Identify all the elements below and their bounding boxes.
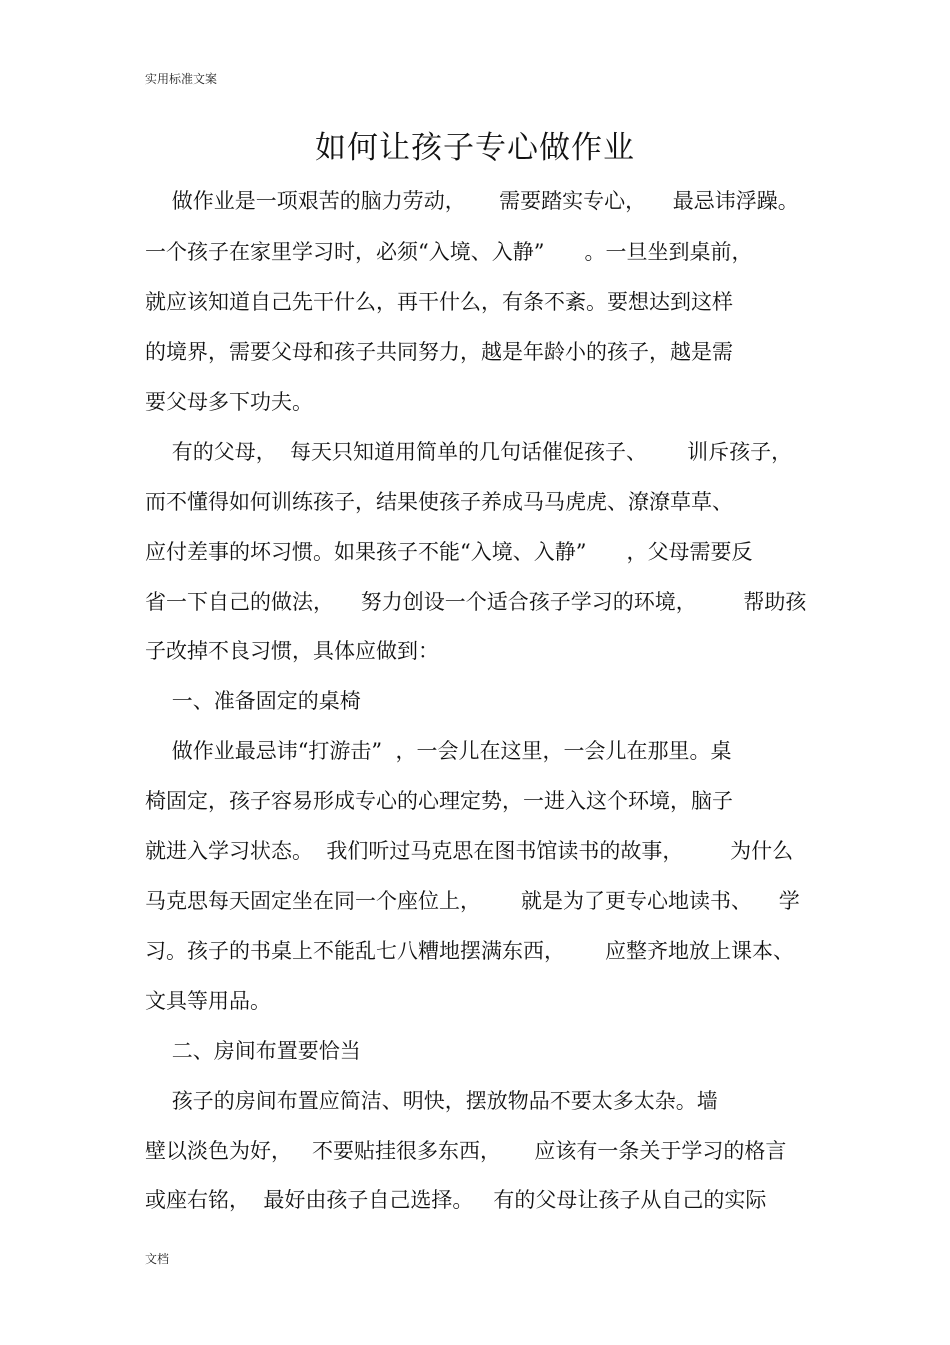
paragraph-line: 就应该知道自己先干什么，再干什么，有条不紊。要想达到这样 bbox=[145, 290, 733, 314]
page-footer: 文档 bbox=[145, 1252, 170, 1266]
section-heading: 二、房间布置要恰当 bbox=[145, 1039, 361, 1063]
paragraph-line: 省一下自己的做法， 努力创设一个适合孩子学习的环境， 帮助孩 bbox=[145, 590, 807, 614]
page-header: 实用标准文案 bbox=[145, 72, 218, 86]
paragraph-line: 子改掉不良习惯，具体应做到： bbox=[145, 639, 439, 663]
paragraph-line: 应付差事的坏习惯。如果孩子不能“入境、入静” ，父母需要反 bbox=[145, 540, 753, 564]
paragraph-line: 壁以淡色为好， 不要贴挂很多东西， 应该有一条关于学习的格言 bbox=[145, 1139, 787, 1163]
paragraph-line: 做作业最忌讳“打游击” ，一会儿在这里，一会儿在那里。桌 bbox=[145, 739, 732, 763]
paragraph-line: 马克思每天固定坐在同一个座位上， 就是为了更专心地读书、 学 bbox=[145, 889, 800, 913]
paragraph-line: 的境界，需要父母和孩子共同努力，越是年龄小的孩子，越是需 bbox=[145, 340, 733, 364]
paragraph-line: 做作业是一项艰苦的脑力劳动， 需要踏实专心， 最忌讳浮躁。 bbox=[145, 189, 799, 213]
document-title: 如何让孩子专心做作业 bbox=[315, 130, 635, 166]
paragraph-line: 椅固定，孩子容易形成专心的心理定势，一进入这个环境，脑子 bbox=[145, 789, 733, 813]
paragraph-line: 就进入学习状态。 我们听过马克思在图书馆读书的故事， 为什么 bbox=[145, 839, 794, 863]
paragraph-line: 要父母多下功夫。 bbox=[145, 390, 313, 414]
paragraph-line: 习。孩子的书桌上不能乱七八糟地摆满东西， 应整齐地放上课本、 bbox=[145, 939, 795, 963]
section-heading: 一、准备固定的桌椅 bbox=[145, 689, 361, 713]
paragraph-line: 孩子的房间布置应简洁、明快，摆放物品不要太多太杂。墙 bbox=[145, 1089, 718, 1113]
paragraph-line: 文具等用品。 bbox=[145, 989, 271, 1013]
paragraph-line: 或座右铭， 最好由孩子自己选择。 有的父母让孩子从自己的实际 bbox=[145, 1188, 767, 1212]
paragraph-line: 而不懂得如何训练孩子，结果使孩子养成马马虎虎、潦潦草草、 bbox=[145, 490, 733, 514]
paragraph-line: 有的父母， 每天只知道用简单的几句话催促孩子、 训斥孩子， bbox=[145, 440, 793, 464]
paragraph-line: 一个孩子在家里学习时，必须“入境、入静” 。一旦坐到桌前， bbox=[145, 240, 753, 264]
